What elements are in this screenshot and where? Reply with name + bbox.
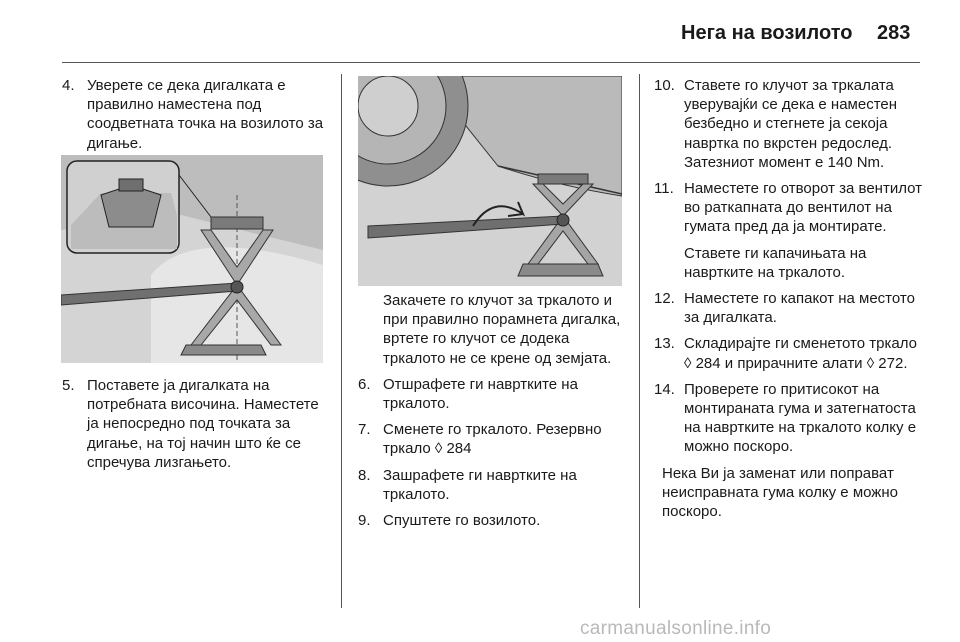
step-number: 13. bbox=[654, 335, 675, 353]
step-text: Отшрафете ги навртките на тркалото. bbox=[383, 375, 578, 413]
step-text: Сменете го тркалото. Резервно тркало ◊ 284 bbox=[383, 421, 602, 458]
step-5 bbox=[62, 376, 328, 472]
step-number: 12. bbox=[654, 290, 675, 308]
step-number: 11. bbox=[654, 180, 674, 198]
middle-column bbox=[358, 291, 628, 537]
page-header-title: Нега на возилото bbox=[681, 22, 853, 44]
jack-placement-illustration bbox=[61, 155, 323, 363]
step-8 bbox=[358, 466, 628, 504]
step-number: 14. bbox=[654, 380, 675, 398]
step-text: Ставете го клучот за тркалата уверувајќи се дека е наместен безбедно и стегнете ја секоја навртка по вкрстен редослед. Затезниот момент е 140 Nm. bbox=[684, 77, 898, 171]
step-number: 8. bbox=[358, 466, 371, 484]
step-number: 10. bbox=[654, 77, 675, 94]
step-4 bbox=[62, 76, 328, 153]
step-14 bbox=[654, 380, 924, 457]
footer-watermark: carmanualsonline.info bbox=[580, 618, 772, 639]
step-number: 4. bbox=[62, 77, 75, 94]
figure-jack-wrench bbox=[358, 76, 622, 286]
step-text: Зашрафете ги навртките на тркалото. bbox=[383, 466, 577, 503]
jack-instruction-para: Закачете го клучот за тркалото и при правилно порамнета дигалка, вртете го клучот се додека тркалото не се крене од земјата. bbox=[383, 292, 621, 367]
step-7 bbox=[358, 420, 628, 458]
step-text: Наместете го отворот за вентилот во раткапната до вентилот на гумата пред да ја монтирате. bbox=[684, 180, 923, 236]
step-text: Наместете го капакот на местото за дигалката. bbox=[684, 290, 915, 327]
left-column bbox=[62, 76, 328, 160]
left-column-lower bbox=[62, 376, 328, 479]
step-text: Уверете се дека дигалката е правилно наместена под соодветната точка на возилото за дигање. bbox=[87, 77, 324, 152]
column-divider-2 bbox=[639, 74, 640, 608]
closing-paragraph: Нека Ви ја заменат или поправат неисправната гума колку е можно поскоро. bbox=[662, 464, 898, 521]
step-number: 9. bbox=[358, 512, 371, 530]
page-number: 283 bbox=[877, 22, 911, 44]
step-text: Проверете го притисокот на монтираната гума и затегнатоста на навртките на тркалото колку е можно поскоро. bbox=[684, 380, 917, 456]
right-column bbox=[654, 76, 924, 528]
step-9 bbox=[358, 511, 628, 530]
step-13 bbox=[654, 334, 924, 372]
figure-jack-placement bbox=[61, 155, 323, 363]
jack-wrench-illustration bbox=[358, 76, 622, 286]
step-text: Спуштете го возилото. bbox=[383, 512, 541, 530]
header-divider bbox=[62, 62, 920, 63]
step-12 bbox=[654, 289, 924, 327]
step-11-note: Ставете ги капачињата на навртките на тркалото. bbox=[684, 244, 867, 281]
column-divider-1 bbox=[341, 74, 342, 608]
step-number: 6. bbox=[358, 375, 371, 393]
step-number: 7. bbox=[358, 421, 371, 439]
step-number: 5. bbox=[62, 377, 75, 394]
step-11 bbox=[654, 179, 924, 237]
step-6 bbox=[358, 375, 628, 413]
step-text: Складирајте ги сменетото тркало ◊ 284 и прирачните алати ◊ 272. bbox=[684, 335, 917, 372]
step-text: Поставете ја дигалката на потребната височина. Наместете ја непосредно под точката за дигање, на тој начин што ќе се спречува лизгањето. bbox=[87, 377, 319, 471]
step-10 bbox=[654, 76, 924, 172]
